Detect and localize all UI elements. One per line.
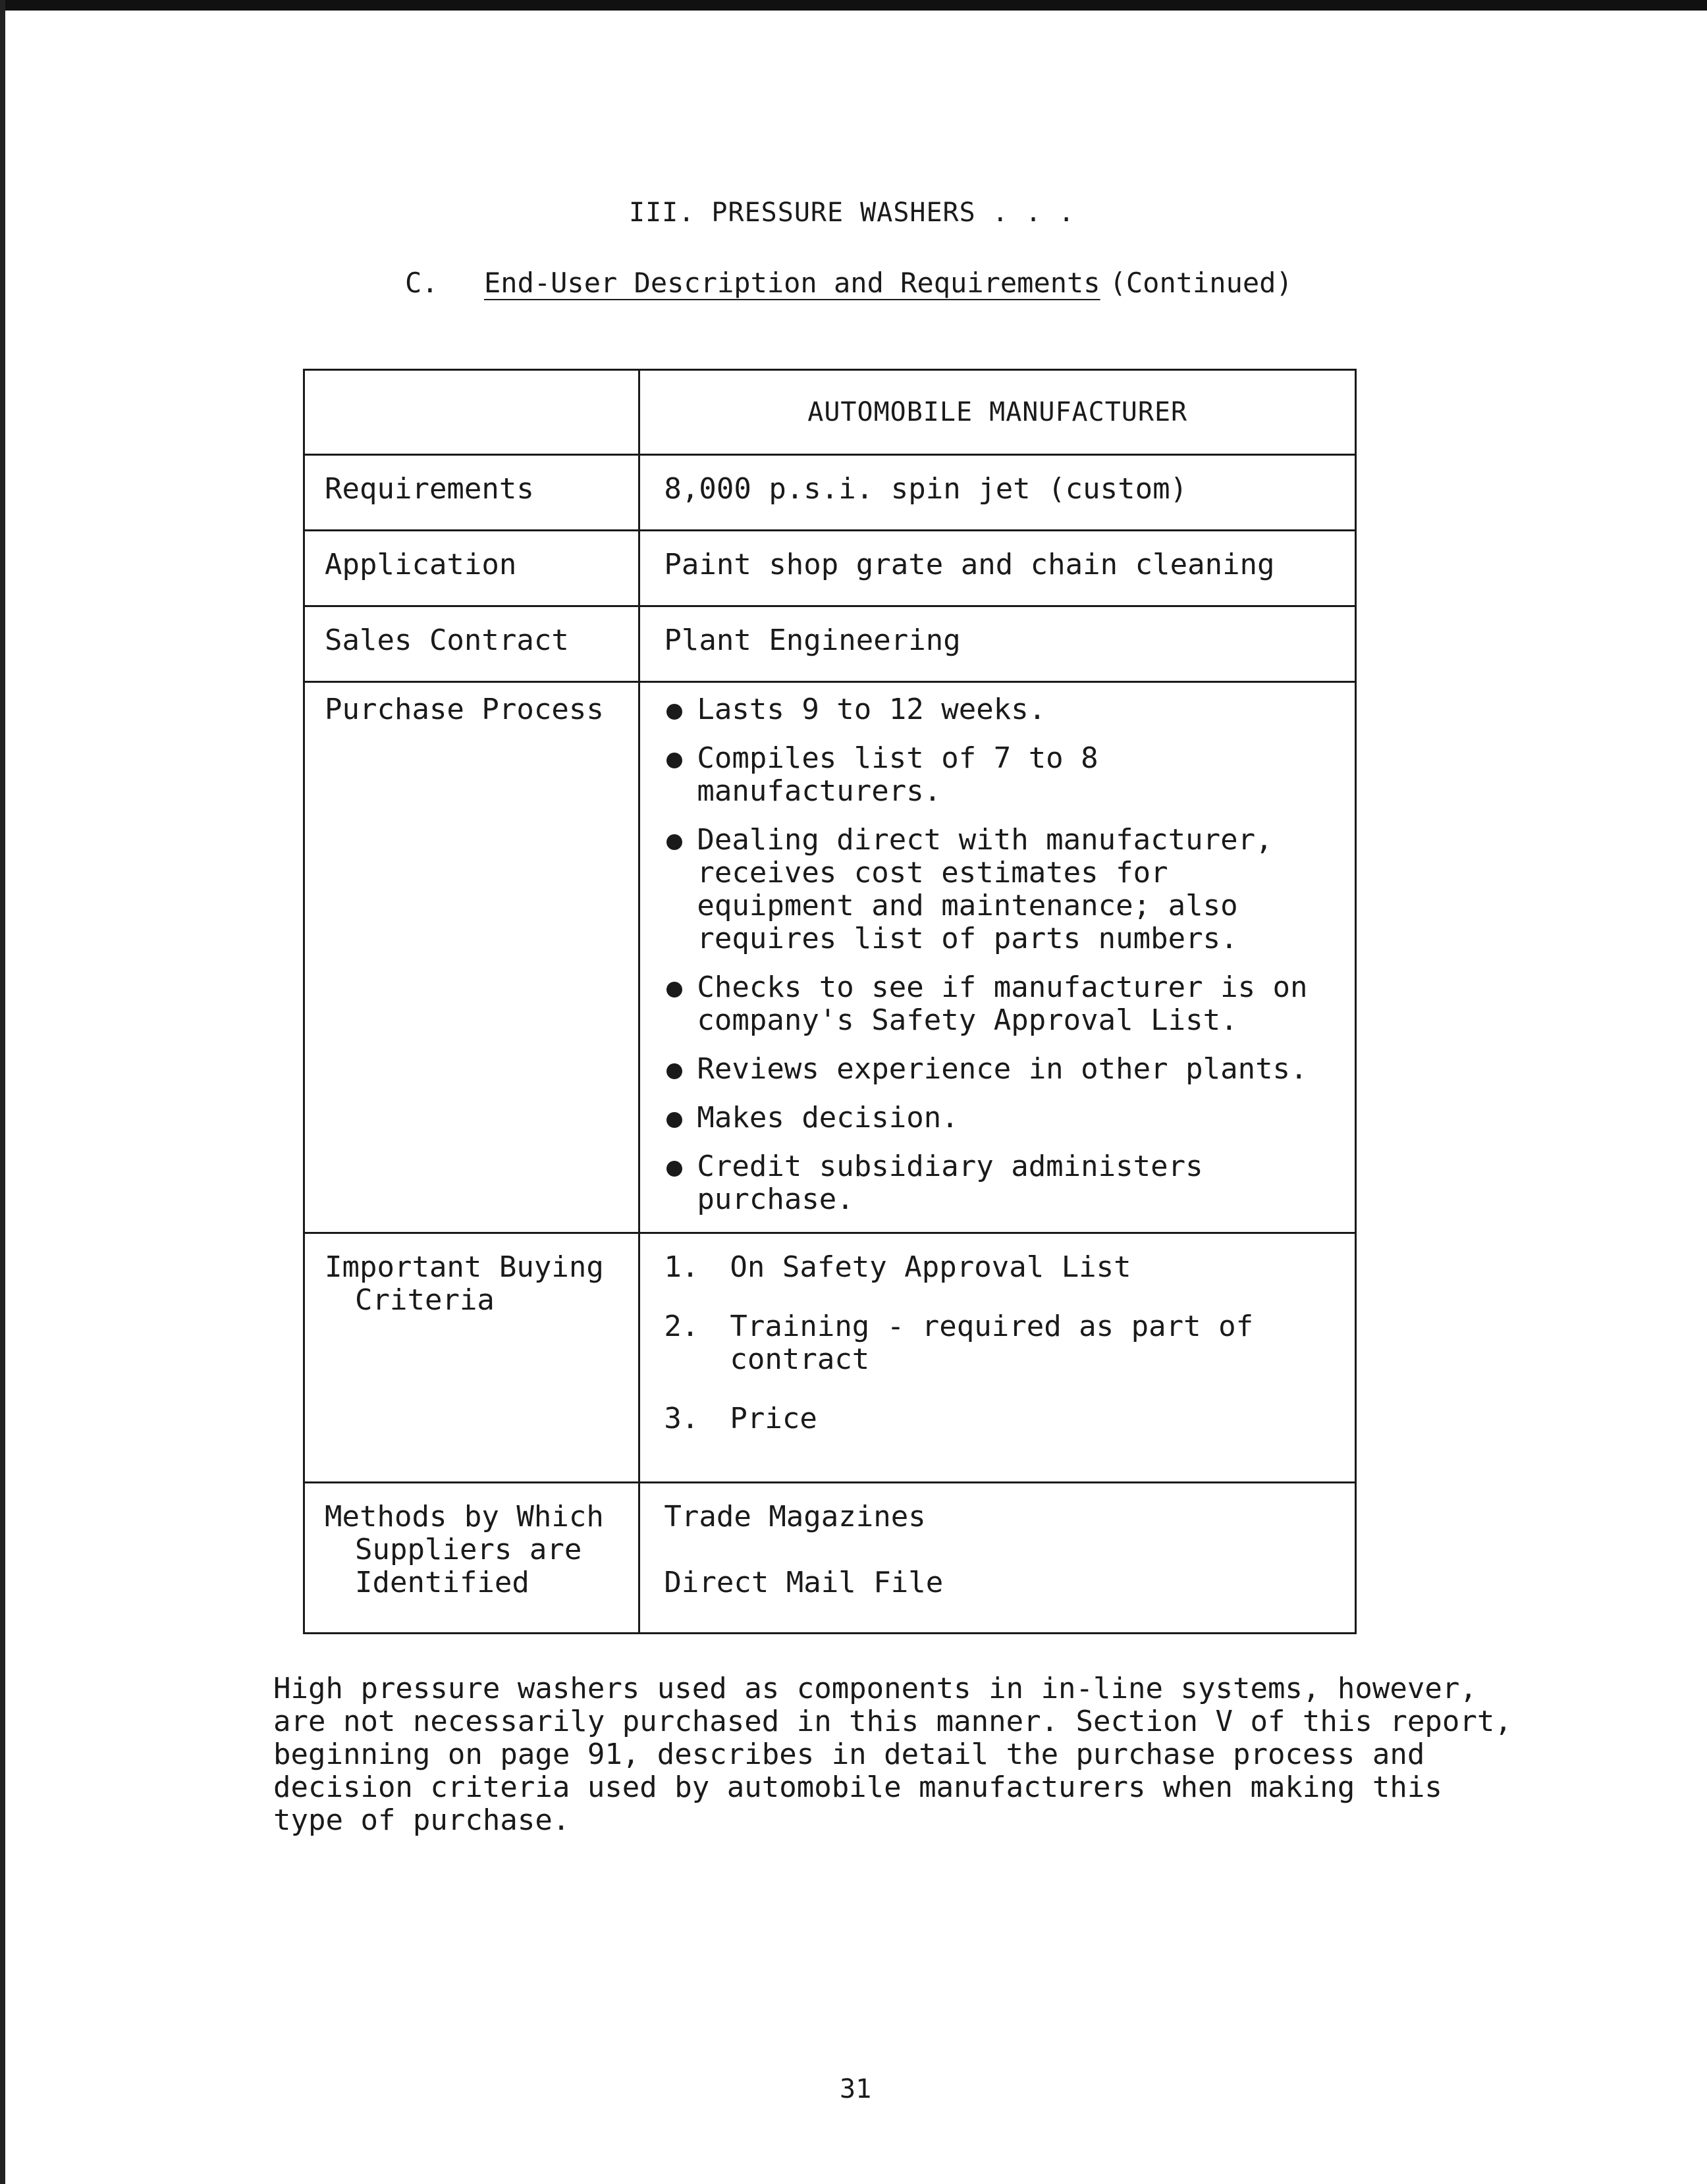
row-value-application: Paint shop grate and chain cleaning [639, 531, 1356, 606]
row-label-line: Identified [355, 1566, 529, 1599]
row-label-sales-contract: Sales Contract [304, 606, 639, 682]
list-item-number: 1. [664, 1250, 699, 1284]
list-item-text: Makes decision. [697, 1101, 959, 1134]
list-item [664, 693, 1341, 726]
list-item [664, 1150, 1341, 1216]
list-item-number: 2. [664, 1310, 699, 1343]
bullet-icon [666, 1063, 682, 1079]
row-value-supplier-methods [639, 1483, 1356, 1634]
scan-top-edge [0, 0, 1707, 11]
purchase-process-list [664, 693, 1341, 1216]
requirements-table [303, 369, 1357, 1634]
bullet-icon [666, 753, 682, 768]
list-item-text: On Safety Approval List [730, 1250, 1131, 1284]
empty-header-cell [304, 370, 639, 455]
list-item: Trade Magazines [664, 1500, 926, 1533]
subsection-heading [405, 267, 1293, 299]
subsection-title: End-User Description and Requirements [484, 267, 1100, 299]
list-item-text: Lasts 9 to 12 weeks. [697, 693, 1046, 726]
list-item [664, 742, 1341, 808]
row-label-requirements: Requirements [304, 455, 639, 531]
list-item [664, 1053, 1341, 1086]
list-item [664, 824, 1341, 955]
subsection-note: (Continued) [1109, 267, 1293, 299]
row-label-buying-criteria [304, 1233, 639, 1483]
row-label-application: Application [304, 531, 639, 606]
list-item: Direct Mail File [664, 1566, 944, 1599]
list-item-number: 3. [664, 1402, 699, 1435]
row-label-line: Important Buying [325, 1250, 604, 1284]
row-label-line: Methods by Which [325, 1500, 604, 1533]
section-heading: III. PRESSURE WASHERS . . . [629, 198, 1075, 228]
list-item [664, 1102, 1341, 1134]
row-label-line: Suppliers are [355, 1533, 582, 1566]
list-item [664, 971, 1341, 1037]
list-item-text: Compiles list of 7 to 8 manufacturers. [697, 741, 1098, 808]
column-header: AUTOMOBILE MANUFACTURER [639, 370, 1356, 455]
row-value-buying-criteria [639, 1233, 1356, 1483]
scan-left-edge [0, 0, 5, 2184]
subsection-letter: C. [405, 267, 439, 299]
bullet-icon [666, 982, 682, 998]
row-label-purchase-process: Purchase Process [304, 682, 639, 1233]
table-row-supplier-methods [304, 1483, 1356, 1634]
list-item-text: Training - required as part of contract [730, 1310, 1254, 1376]
list-item-text: Checks to see if manufacturer is on company's Safety Approval List. [697, 971, 1308, 1037]
page-number: 31 [840, 2074, 872, 2104]
list-item-text: Reviews experience in other plants. [697, 1052, 1308, 1086]
list-item [664, 1402, 1341, 1435]
row-value-requirements: 8,000 p.s.i. spin jet (custom) [639, 455, 1356, 531]
list-item-text: Dealing direct with manufacturer, receives cost estimates for equipment and maintenance; also requires list of parts numbers. [697, 823, 1273, 955]
table-header-row [304, 370, 1356, 455]
table-row-application [304, 531, 1356, 606]
row-label-line: Criteria [355, 1283, 495, 1317]
bullet-icon [666, 1161, 682, 1177]
buying-criteria-list [664, 1251, 1341, 1435]
list-item-text: Price [730, 1402, 817, 1435]
row-value-purchase-process [639, 682, 1356, 1233]
bullet-icon [666, 834, 682, 850]
table-row-purchase-process [304, 682, 1356, 1233]
bullet-icon [666, 704, 682, 720]
table-row-buying-criteria [304, 1233, 1356, 1483]
table-row-sales-contract [304, 606, 1356, 682]
list-item [664, 1251, 1341, 1284]
table-row-requirements [304, 455, 1356, 531]
list-item-text: Credit subsidiary administers purchase. [697, 1150, 1203, 1216]
row-value-sales-contract: Plant Engineering [639, 606, 1356, 682]
bullet-icon [666, 1112, 682, 1128]
list-item [664, 1310, 1341, 1376]
footer-paragraph: High pressure washers used as components in in-line systems, however, are not necessarily purchased in this manner. Section V of this report, beginning on page 91, describes in detail the purchase process and decision criteria used by automobile manufacturers when making this type of purchase. [273, 1672, 1512, 1837]
row-label-supplier-methods [304, 1483, 639, 1634]
